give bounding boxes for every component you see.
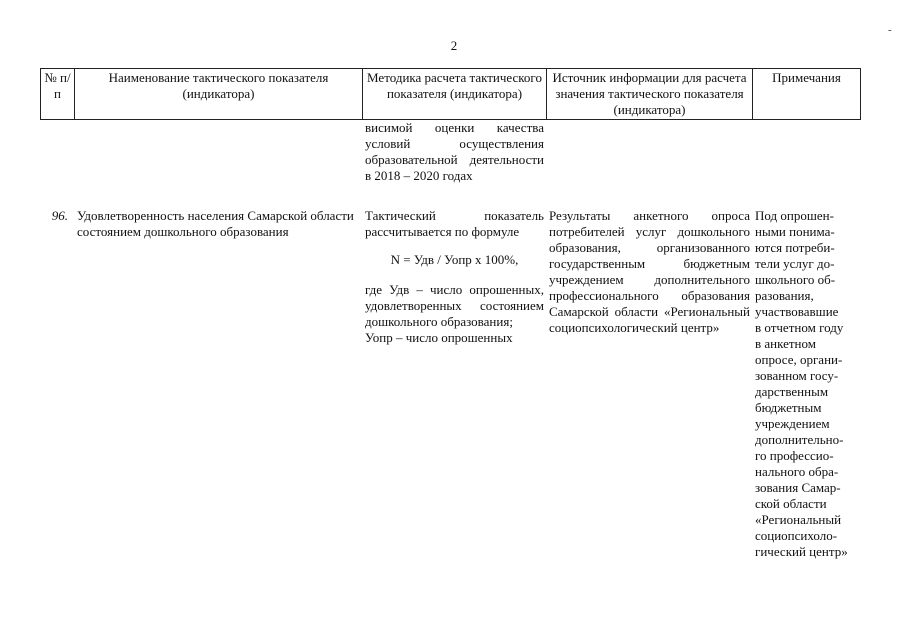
table-row-continuation	[41, 120, 861, 185]
indicator-name: Удовлетворенность населения Самарской области состоянием дошкольного образования	[77, 208, 354, 239]
header-notes: Примечания	[753, 69, 861, 120]
table-header-row	[41, 69, 861, 120]
header-source: Источник информации для расчета значения тактического показателя (индикатора)	[547, 69, 753, 120]
method-where: где Удв – число опрошенных, удовлетворенных состоянием дошкольного образования;	[365, 282, 544, 329]
table-row-96	[41, 208, 861, 560]
notes-line: дарственным	[755, 384, 829, 399]
notes-line: социопсихоло-	[755, 528, 838, 543]
header-num: № п/п	[41, 69, 75, 120]
method-cell	[363, 208, 547, 560]
notes-line: «Региональный	[755, 512, 842, 527]
indicator-table	[40, 68, 861, 560]
notes-line: опросе, органи-	[755, 352, 843, 367]
notes-line: Под опрошен-	[755, 208, 834, 223]
page-number: 2	[450, 38, 458, 53]
notes-line: в отчетном году	[755, 320, 844, 335]
method-intro: Тактический показатель рассчитывается по формуле	[365, 208, 544, 239]
notes-line: школьного об-	[755, 272, 836, 287]
notes-line: гический центр»	[755, 544, 848, 559]
formula: N = Удв / Уопр х 100%,	[390, 252, 519, 267]
row-number: 96.	[51, 208, 68, 223]
notes-line: зования Самар-	[755, 480, 841, 495]
header-name: Наименование тактического показателя (индикатора)	[75, 69, 363, 120]
notes-line: нального обра-	[755, 464, 839, 479]
notes-line: в анкетном	[755, 336, 816, 351]
method-last: Уопр – число опрошенных	[365, 330, 513, 345]
notes-line: ными понима-	[755, 224, 835, 239]
notes-line: ской области	[755, 496, 827, 511]
notes-line: го профессио-	[755, 448, 834, 463]
source-text: Результаты анкетного опроса потребителей услуг дошкольного образования, организованного государственным бюджетным учреждением дополнительного профессионального образования Самарской области «Региональный социопсихологический центр»	[549, 208, 750, 335]
notes-line: зованном госу-	[755, 368, 839, 383]
notes-line: бюджетным	[755, 400, 822, 415]
corner-mark: -	[888, 24, 892, 36]
notes-line: учреждением	[755, 416, 830, 431]
header-method: Методика расчета тактического показателя (индикатора)	[363, 69, 547, 120]
continuation-method-text: висимой оценки качества условий осуществления образовательной деятельности в 2018 – 2020 годах	[365, 120, 544, 183]
notes-cell	[753, 208, 861, 560]
notes-line: дополнительно-	[755, 432, 844, 447]
notes-line: ются потреби-	[755, 240, 835, 255]
notes-line: тели услуг до-	[755, 256, 835, 271]
notes-line: участвовавшие	[755, 304, 839, 319]
notes-line: разования,	[755, 288, 814, 303]
